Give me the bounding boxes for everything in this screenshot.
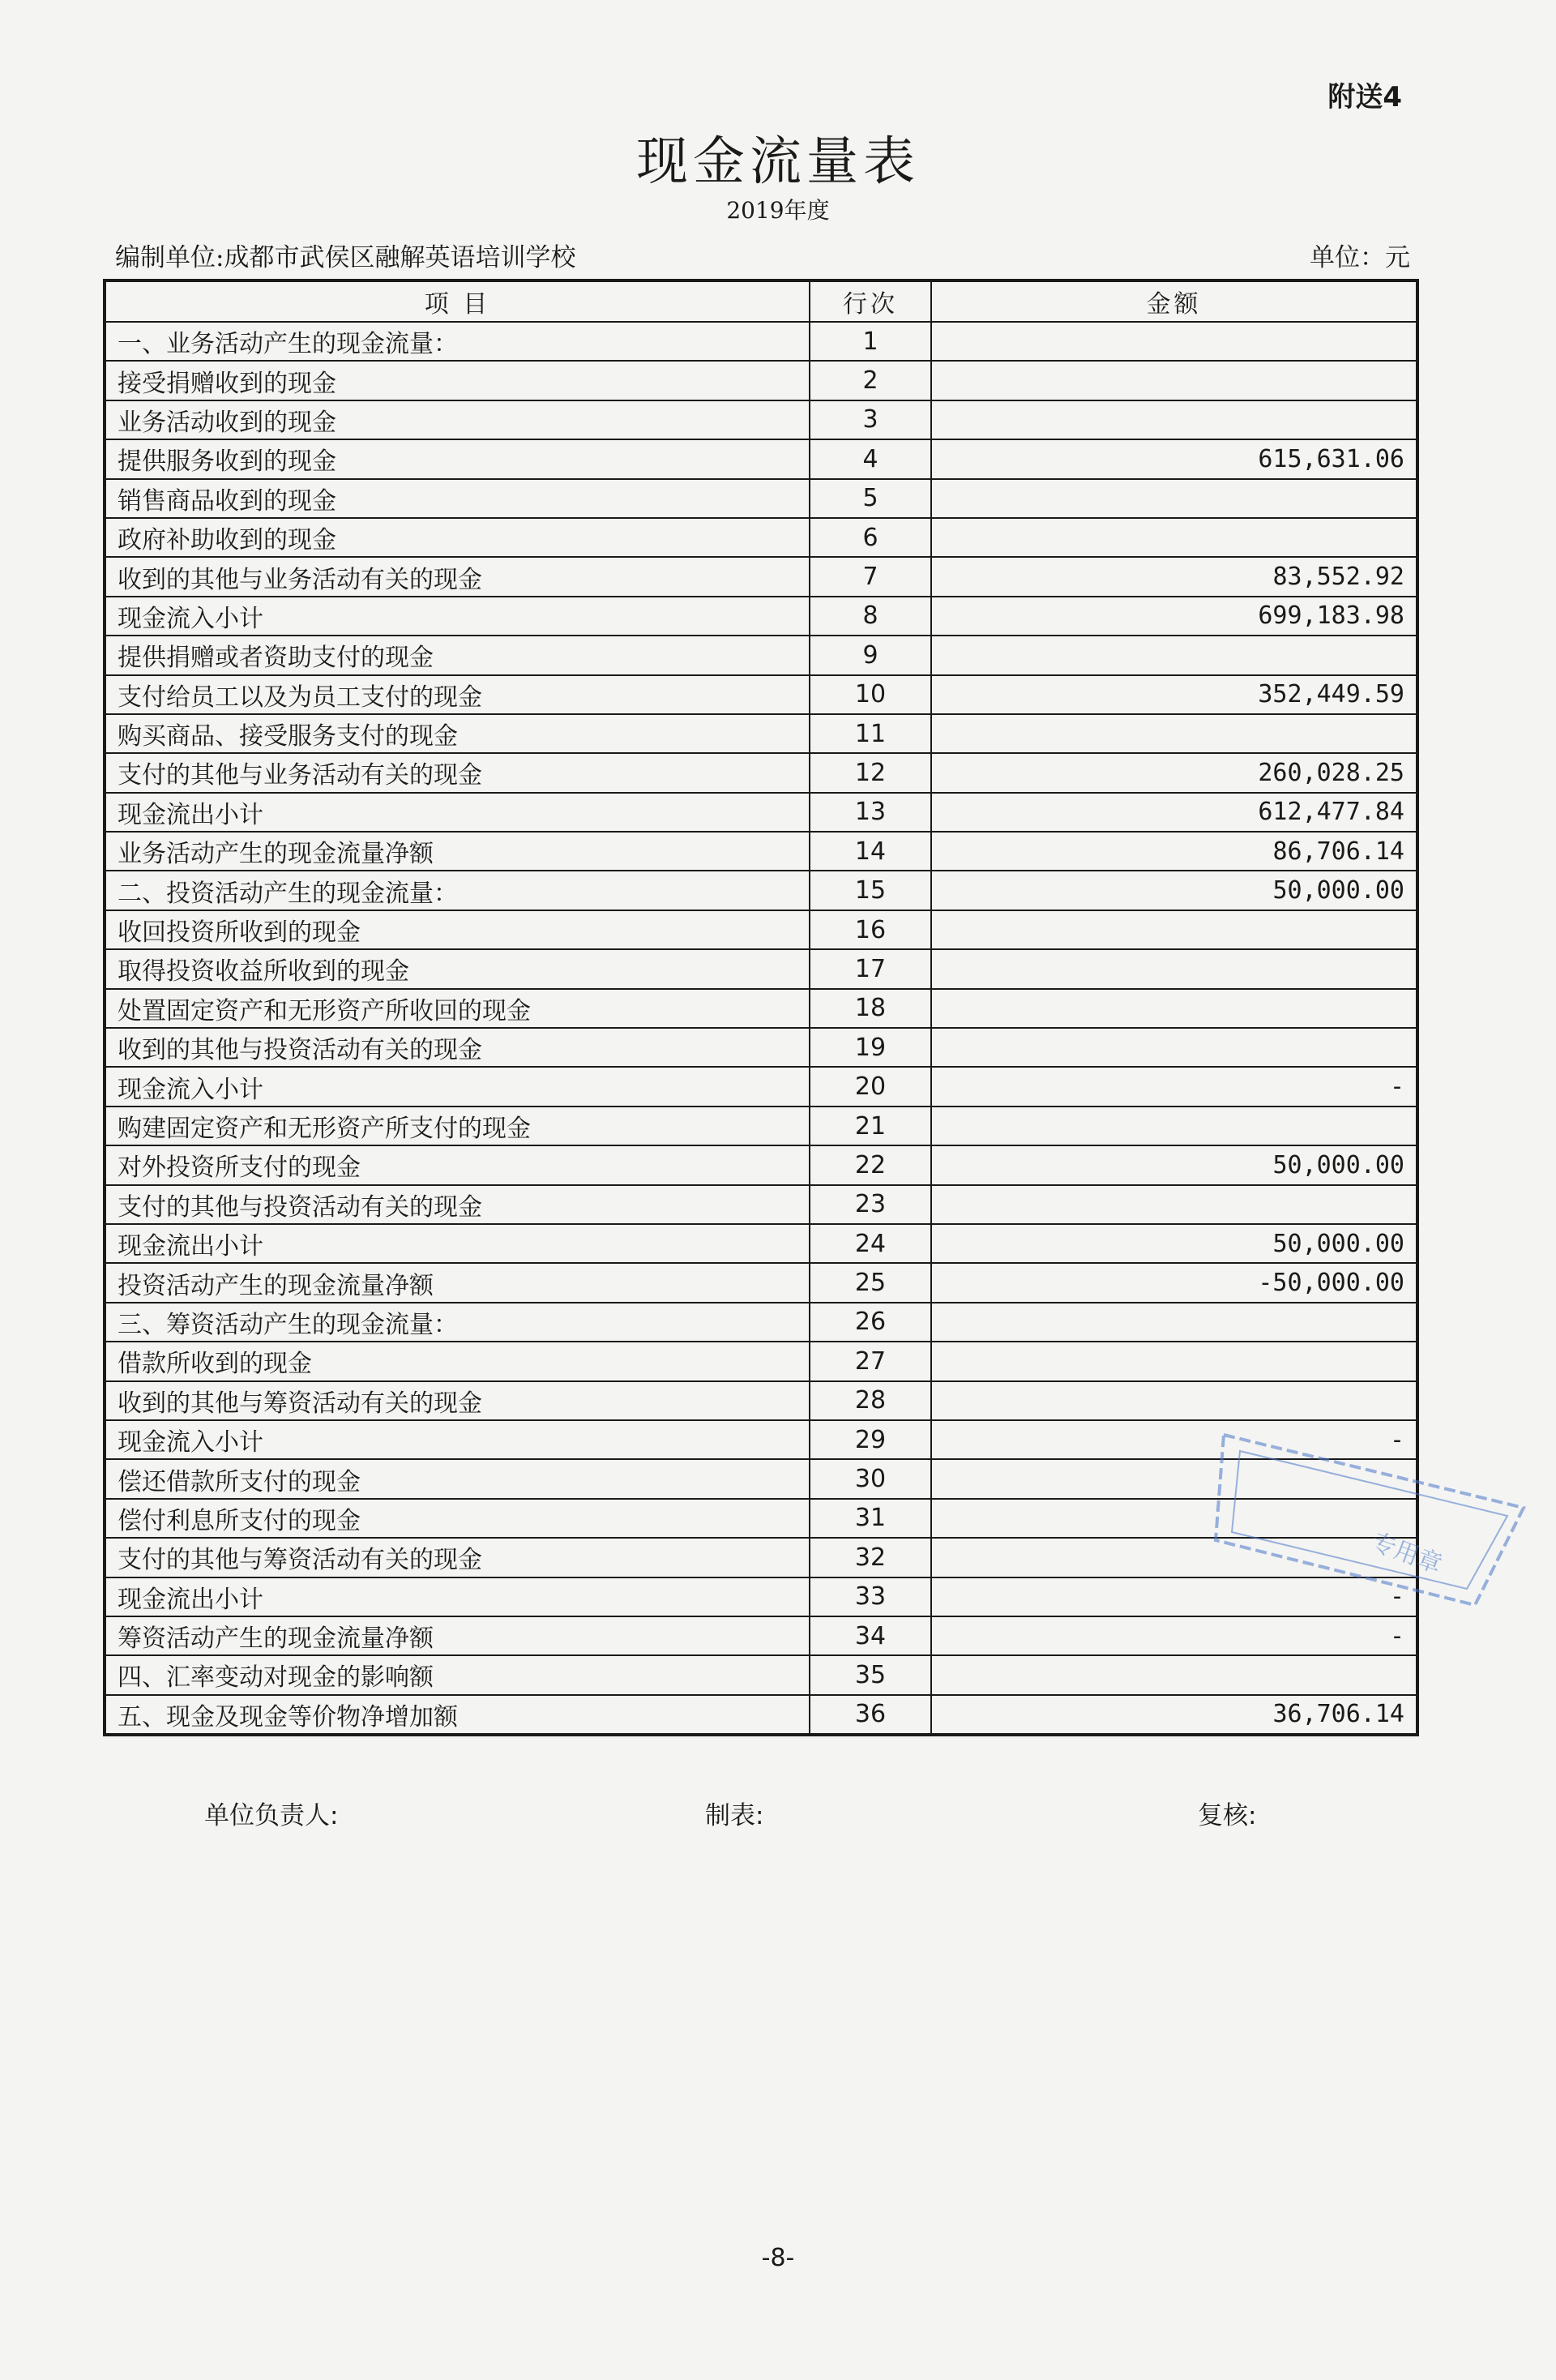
row-amount [931, 1303, 1417, 1342]
row-line-number: 7 [810, 557, 931, 596]
row-line-number: 35 [810, 1655, 931, 1694]
row-item-label: 购买商品、接受服务支付的现金 [105, 714, 810, 753]
row-line-number: 30 [810, 1459, 931, 1498]
responsible-person-label: 单位负责人: [204, 1801, 339, 1830]
row-item-label: 处置固定资产和无形资产所收回的现金 [105, 989, 810, 1028]
table-row [105, 636, 1417, 674]
row-amount [931, 479, 1417, 518]
row-amount: 36,706.14 [931, 1695, 1417, 1735]
row-line-number: 19 [810, 1028, 931, 1067]
table-row [105, 714, 1417, 753]
row-item-label: 现金流入小计 [105, 597, 810, 636]
row-item-label: 一、业务活动产生的现金流量： [105, 322, 810, 361]
table-row [105, 1185, 1417, 1224]
row-amount [931, 361, 1417, 400]
preparer-label: 制表: [705, 1801, 764, 1830]
row-item-label: 二、投资活动产生的现金流量： [105, 871, 810, 910]
table-row [105, 1224, 1417, 1263]
row-item-label: 支付的其他与投资活动有关的现金 [105, 1185, 810, 1224]
row-amount: 615,631.06 [931, 439, 1417, 478]
table-row [105, 557, 1417, 596]
table-row [105, 361, 1417, 400]
column-header-line-no: 行次 [810, 280, 931, 322]
row-item-label: 对外投资所支付的现金 [105, 1145, 810, 1184]
row-line-number: 10 [810, 675, 931, 714]
row-line-number: 21 [810, 1107, 931, 1145]
attachment-label: 附送4 [1327, 81, 1402, 113]
row-amount [931, 714, 1417, 753]
row-amount: 260,028.25 [931, 753, 1417, 792]
row-item-label: 偿付利息所支付的现金 [105, 1499, 810, 1538]
row-line-number: 24 [810, 1224, 931, 1263]
row-amount: 86,706.14 [931, 832, 1417, 871]
row-line-number: 18 [810, 989, 931, 1028]
row-line-number: 9 [810, 636, 931, 674]
table-row [105, 400, 1417, 439]
table-row [105, 479, 1417, 518]
table-row [105, 1303, 1417, 1342]
row-line-number: 26 [810, 1303, 931, 1342]
row-item-label: 现金流入小计 [105, 1420, 810, 1459]
table-row [105, 1028, 1417, 1067]
table-row [105, 518, 1417, 557]
row-line-number: 6 [810, 518, 931, 557]
row-amount [931, 1185, 1417, 1224]
row-line-number: 12 [810, 753, 931, 792]
table-row [105, 1655, 1417, 1694]
row-line-number: 3 [810, 400, 931, 439]
row-amount [931, 1342, 1417, 1380]
column-header-amount: 金额 [931, 280, 1417, 322]
row-line-number: 25 [810, 1263, 931, 1302]
table-row [105, 597, 1417, 636]
row-amount: 699,183.98 [931, 597, 1417, 636]
row-item-label: 偿还借款所支付的现金 [105, 1459, 810, 1498]
table-row [105, 675, 1417, 714]
row-item-label: 购建固定资产和无形资产所支付的现金 [105, 1107, 810, 1145]
row-item-label: 五、现金及现金等价物净增加额 [105, 1695, 810, 1735]
row-item-label: 收到的其他与筹资活动有关的现金 [105, 1381, 810, 1420]
row-line-number: 20 [810, 1067, 931, 1106]
row-line-number: 36 [810, 1695, 931, 1735]
row-amount: -50,000.00 [931, 1263, 1417, 1302]
row-line-number: 27 [810, 1342, 931, 1380]
reporting-unit: 编制单位:成都市武侯区融解英语培训学校 [115, 243, 576, 272]
row-item-label: 收回投资所收到的现金 [105, 910, 810, 949]
row-amount [931, 989, 1417, 1028]
row-line-number: 5 [810, 479, 931, 518]
official-seal-stamp [1208, 1410, 1548, 1613]
row-amount: 352,449.59 [931, 675, 1417, 714]
row-amount [931, 1107, 1417, 1145]
row-amount: 50,000.00 [931, 1145, 1417, 1184]
row-item-label: 接受捐赠收到的现金 [105, 361, 810, 400]
row-amount [931, 518, 1417, 557]
currency-unit: 单位：元 [1310, 243, 1410, 272]
row-line-number: 13 [810, 793, 931, 832]
row-amount: - [931, 1067, 1417, 1106]
row-line-number: 1 [810, 322, 931, 361]
table-row [105, 1616, 1417, 1655]
table-row [105, 1342, 1417, 1380]
row-line-number: 31 [810, 1499, 931, 1538]
row-amount [931, 322, 1417, 361]
row-amount: - [931, 1420, 1417, 1459]
row-line-number: 32 [810, 1538, 931, 1577]
table-row [105, 1695, 1417, 1735]
row-line-number: 23 [810, 1185, 931, 1224]
row-item-label: 现金流出小计 [105, 1577, 810, 1616]
table-row [105, 1145, 1417, 1184]
row-item-label: 业务活动产生的现金流量净额 [105, 832, 810, 871]
column-header-item: 项 目 [105, 280, 810, 322]
row-amount [931, 636, 1417, 674]
table-row [105, 871, 1417, 910]
row-item-label: 销售商品收到的现金 [105, 479, 810, 518]
row-item-label: 提供捐赠或者资助支付的现金 [105, 636, 810, 674]
row-item-label: 现金流出小计 [105, 793, 810, 832]
row-amount [931, 400, 1417, 439]
row-item-label: 取得投资收益所收到的现金 [105, 949, 810, 988]
row-line-number: 11 [810, 714, 931, 753]
row-line-number: 29 [810, 1420, 931, 1459]
row-amount [931, 1655, 1417, 1694]
row-amount: 50,000.00 [931, 1224, 1417, 1263]
row-amount [931, 910, 1417, 949]
row-item-label: 现金流入小计 [105, 1067, 810, 1106]
row-amount: - [931, 1577, 1417, 1616]
table-row [105, 1107, 1417, 1145]
report-year: 2019年度 [726, 197, 830, 224]
page-title: 现金流量表 [636, 132, 920, 192]
row-item-label: 业务活动收到的现金 [105, 400, 810, 439]
table-row [105, 793, 1417, 832]
row-item-label: 提供服务收到的现金 [105, 439, 810, 478]
table-row [105, 832, 1417, 871]
reviewer-label: 复核: [1198, 1801, 1257, 1830]
row-item-label: 支付的其他与业务活动有关的现金 [105, 753, 810, 792]
seal-text: 专用章 [1367, 1527, 1446, 1580]
row-line-number: 28 [810, 1381, 931, 1420]
row-item-label: 筹资活动产生的现金流量净额 [105, 1616, 810, 1655]
row-amount: 612,477.84 [931, 793, 1417, 832]
row-item-label: 政府补助收到的现金 [105, 518, 810, 557]
row-amount: - [931, 1616, 1417, 1655]
row-line-number: 14 [810, 832, 931, 871]
row-line-number: 33 [810, 1577, 931, 1616]
table-row [105, 989, 1417, 1028]
row-item-label: 现金流出小计 [105, 1224, 810, 1263]
row-item-label: 投资活动产生的现金流量净额 [105, 1263, 810, 1302]
table-row [105, 949, 1417, 988]
row-line-number: 8 [810, 597, 931, 636]
table-row [105, 439, 1417, 478]
row-item-label: 借款所收到的现金 [105, 1342, 810, 1380]
row-line-number: 2 [810, 361, 931, 400]
row-amount [931, 1028, 1417, 1067]
table-row [105, 753, 1417, 792]
table-row [105, 910, 1417, 949]
table-header-row [105, 280, 1417, 322]
row-amount: 83,552.92 [931, 557, 1417, 596]
page-number: -8- [761, 2244, 795, 2272]
row-amount: 50,000.00 [931, 871, 1417, 910]
row-line-number: 16 [810, 910, 931, 949]
row-item-label: 支付给员工以及为员工支付的现金 [105, 675, 810, 714]
row-item-label: 三、筹资活动产生的现金流量： [105, 1303, 810, 1342]
table-row [105, 1067, 1417, 1106]
row-line-number: 17 [810, 949, 931, 988]
row-item-label: 支付的其他与筹资活动有关的现金 [105, 1538, 810, 1577]
table-row [105, 322, 1417, 361]
row-line-number: 34 [810, 1616, 931, 1655]
row-item-label: 收到的其他与投资活动有关的现金 [105, 1028, 810, 1067]
row-line-number: 22 [810, 1145, 931, 1184]
row-line-number: 15 [810, 871, 931, 910]
row-item-label: 收到的其他与业务活动有关的现金 [105, 557, 810, 596]
row-item-label: 四、汇率变动对现金的影响额 [105, 1655, 810, 1694]
table-row [105, 1263, 1417, 1302]
row-line-number: 4 [810, 439, 931, 478]
row-amount [931, 949, 1417, 988]
